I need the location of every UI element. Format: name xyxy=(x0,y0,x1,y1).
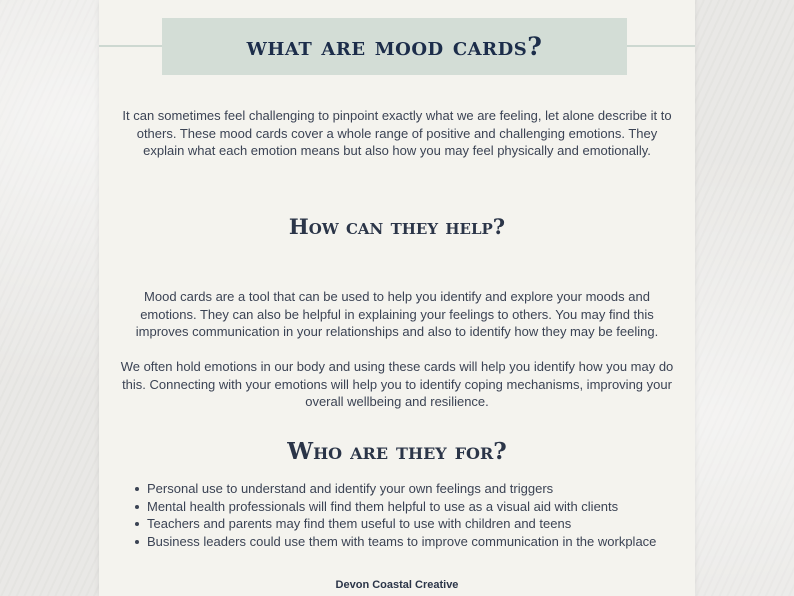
footer-brand: Devon Coastal Creative xyxy=(335,579,459,591)
list-item xyxy=(133,533,693,551)
list-item xyxy=(133,480,693,498)
list-item-text: Teachers and parents may find them useful to use with children and teens xyxy=(147,516,572,531)
bullet-dot-icon xyxy=(135,522,139,526)
help-paragraph-1: Mood cards are a tool that can be used to help you identify and explore your moods and emotions. They can also be helpful in explaining your feelings to others. You may find this improves communication in your relationships and also to identify how they may be feeling. xyxy=(135,289,659,339)
page-title: what are mood cards? xyxy=(246,32,543,61)
bullet-dot-icon xyxy=(135,505,139,509)
title-band xyxy=(162,18,627,75)
list-item-text: Personal use to understand and identify your own feelings and triggers xyxy=(147,481,554,496)
intro-paragraph: It can sometimes feel challenging to pinpoint exactly what we are feeling, let alone describe it to others. These mood cards cover a whole range of positive and challenging emotions. They explain what each emotion means but also how you may feel physically and emotionally. xyxy=(122,108,672,158)
help-paragraph-2: We often hold emotions in our body and using these cards will help you identify how you may do this. Connecting with your emotions will help you to identify coping mechanisms, improving your overall wellbeing and resilience. xyxy=(120,359,674,409)
bullet-dot-icon xyxy=(135,487,139,491)
audience-list xyxy=(133,480,693,550)
list-item xyxy=(133,515,693,533)
list-item-text: Business leaders could use them with teams to improve communication in the workplace xyxy=(147,533,657,549)
list-item-text: Mental health professionals will find them helpful to use as a visual aid with clients xyxy=(147,498,619,514)
help-heading: How can they help? xyxy=(288,214,506,239)
list-item xyxy=(133,498,693,516)
bullet-dot-icon xyxy=(135,540,139,544)
who-heading: Who are they for? xyxy=(287,438,507,465)
